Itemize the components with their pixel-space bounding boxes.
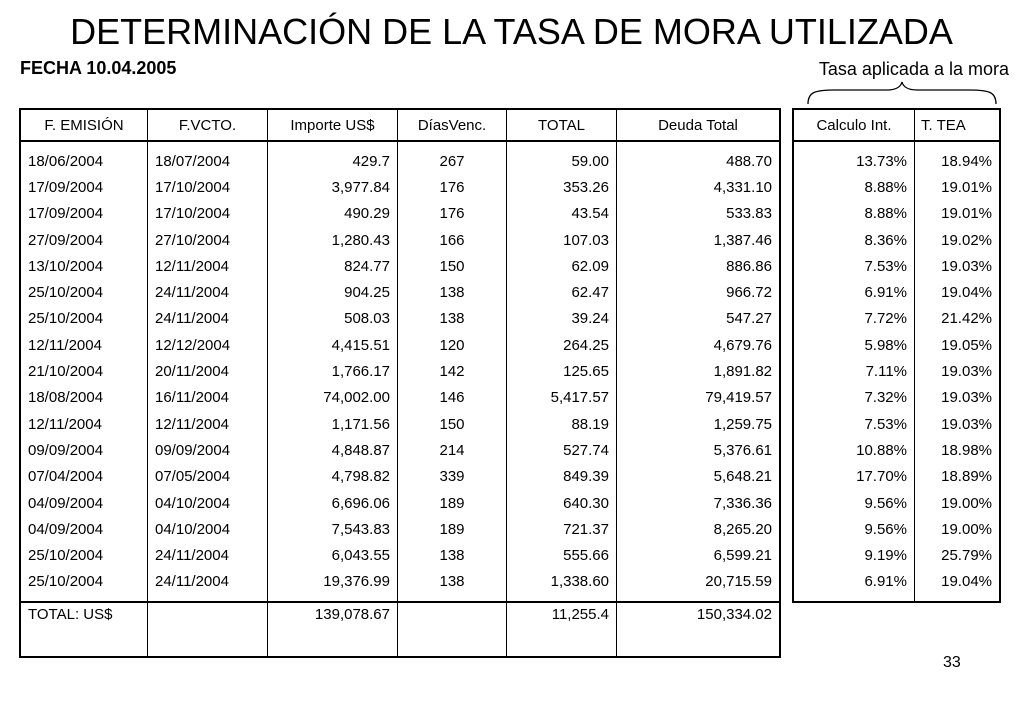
vencimiento-cell: 24/11/2004	[148, 279, 268, 305]
tea-cell: 21.42%	[941, 310, 992, 328]
total-cell: 5,417.57	[507, 385, 617, 411]
deuda-cell: 488.70	[726, 152, 772, 170]
importe-cell: 6,043.55	[268, 542, 398, 568]
importe-cell: 3,977.84	[268, 174, 398, 200]
emision-cell: 09/09/2004	[20, 437, 148, 463]
vencimiento-cell: 24/11/2004	[148, 569, 268, 602]
vencimiento-cell: 07/05/2004	[148, 464, 268, 490]
rate-row	[793, 490, 1000, 516]
dias-cell: 214	[398, 437, 507, 463]
rates-table-body	[793, 141, 1000, 602]
importe-cell: 19,376.99	[268, 569, 398, 602]
rate-row	[793, 332, 1000, 358]
dias-cell: 138	[398, 279, 507, 305]
tea-cell: 19.01%	[941, 178, 992, 196]
table-row	[20, 437, 780, 463]
dias-cell: 138	[398, 306, 507, 332]
total-total: 11,255.4	[507, 602, 617, 657]
deuda-cell: 1,259.75	[713, 415, 772, 433]
calculo-int-cell: 6.91%	[793, 569, 915, 602]
tea-cell: 19.05%	[941, 336, 992, 354]
emision-cell: 17/09/2004	[20, 174, 148, 200]
table-row	[20, 201, 780, 227]
total-cell: 43.54	[507, 201, 617, 227]
table-row	[20, 279, 780, 305]
table-row	[20, 141, 780, 174]
dias-cell: 189	[398, 516, 507, 542]
dias-cell: 176	[398, 201, 507, 227]
curly-brace-icon	[805, 80, 999, 106]
rate-row	[793, 227, 1000, 253]
calculo-int-cell: 7.53%	[793, 253, 915, 279]
deuda-cell: 4,331.10	[713, 178, 772, 196]
total-cell: 849.39	[507, 464, 617, 490]
deuda-cell: 5,376.61	[713, 441, 772, 459]
vencimiento-cell: 04/10/2004	[148, 516, 268, 542]
table-row	[20, 306, 780, 332]
dias-cell: 150	[398, 411, 507, 437]
dias-cell: 142	[398, 358, 507, 384]
importe-cell: 490.29	[268, 201, 398, 227]
total-cell: 88.19	[507, 411, 617, 437]
emision-cell: 27/09/2004	[20, 227, 148, 253]
dias-cell: 176	[398, 174, 507, 200]
total-row	[20, 602, 780, 657]
calculo-int-cell: 6.91%	[793, 279, 915, 305]
total-importe: 139,078.67	[268, 602, 398, 657]
importe-cell: 4,848.87	[268, 437, 398, 463]
calculo-int-cell: 17.70%	[793, 464, 915, 490]
rate-row	[793, 569, 1000, 602]
vencimiento-cell: 24/11/2004	[148, 306, 268, 332]
rate-row	[793, 279, 1000, 305]
table-row	[20, 411, 780, 437]
tea-cell: 19.04%	[941, 573, 992, 591]
calculo-int-cell: 13.73%	[793, 141, 915, 174]
debt-table-body	[20, 141, 780, 657]
rate-row	[793, 358, 1000, 384]
debt-table-header-row	[20, 109, 780, 141]
header-vencimiento: F.VCTO.	[148, 109, 268, 141]
total-cell: 1,338.60	[507, 569, 617, 602]
dias-cell: 120	[398, 332, 507, 358]
deuda-cell: 20,715.59	[705, 573, 772, 591]
vencimiento-cell: 12/11/2004	[148, 253, 268, 279]
calculo-int-cell: 8.36%	[793, 227, 915, 253]
emision-cell: 13/10/2004	[20, 253, 148, 279]
page-title: DETERMINACIÓN DE LA TASA DE MORA UTILIZADA	[70, 11, 953, 52]
header-total: TOTAL	[507, 109, 617, 141]
importe-cell: 429.7	[268, 141, 398, 174]
rate-row	[793, 306, 1000, 332]
total-cell: 62.47	[507, 279, 617, 305]
table-row	[20, 253, 780, 279]
date-label: FECHA 10.04.2005	[20, 58, 177, 78]
importe-cell: 1,280.43	[268, 227, 398, 253]
calculo-int-cell: 8.88%	[793, 174, 915, 200]
tea-cell: 25.79%	[941, 547, 992, 565]
total-empty-2	[398, 602, 507, 657]
emision-cell: 25/10/2004	[20, 306, 148, 332]
table-row	[20, 542, 780, 568]
tea-cell: 19.03%	[941, 389, 992, 407]
table-row	[20, 385, 780, 411]
rate-row	[793, 437, 1000, 463]
vencimiento-cell: 12/12/2004	[148, 332, 268, 358]
importe-cell: 4,798.82	[268, 464, 398, 490]
emision-cell: 04/09/2004	[20, 516, 148, 542]
deuda-cell: 547.27	[726, 310, 772, 328]
calculo-int-cell: 9.56%	[793, 516, 915, 542]
calculo-int-cell: 7.32%	[793, 385, 915, 411]
calculo-int-cell: 7.11%	[793, 358, 915, 384]
total-cell: 125.65	[507, 358, 617, 384]
vencimiento-cell: 17/10/2004	[148, 201, 268, 227]
importe-cell: 904.25	[268, 279, 398, 305]
emision-cell: 12/11/2004	[20, 332, 148, 358]
total-cell: 640.30	[507, 490, 617, 516]
dias-cell: 138	[398, 542, 507, 568]
total-cell: 555.66	[507, 542, 617, 568]
vencimiento-cell: 16/11/2004	[148, 385, 268, 411]
deuda-cell: 8,265.20	[713, 520, 772, 538]
dias-cell: 166	[398, 227, 507, 253]
deuda-cell: 5,648.21	[713, 468, 772, 486]
emision-cell: 25/10/2004	[20, 279, 148, 305]
emision-cell: 25/10/2004	[20, 569, 148, 602]
dias-cell: 189	[398, 490, 507, 516]
emision-cell: 21/10/2004	[20, 358, 148, 384]
tea-cell: 19.03%	[941, 415, 992, 433]
tea-cell: 18.89%	[941, 468, 992, 486]
vencimiento-cell: 24/11/2004	[148, 542, 268, 568]
total-cell: 353.26	[507, 174, 617, 200]
vencimiento-cell: 04/10/2004	[148, 490, 268, 516]
total-cell: 62.09	[507, 253, 617, 279]
importe-cell: 7,543.83	[268, 516, 398, 542]
table-row	[20, 227, 780, 253]
importe-cell: 1,766.17	[268, 358, 398, 384]
rate-row	[793, 516, 1000, 542]
total-label: TOTAL: US$	[20, 602, 148, 657]
total-cell: 264.25	[507, 332, 617, 358]
table-row	[20, 569, 780, 602]
calculo-int-cell: 9.19%	[793, 542, 915, 568]
dias-cell: 146	[398, 385, 507, 411]
deuda-cell: 1,891.82	[713, 363, 772, 381]
rate-row	[793, 253, 1000, 279]
deuda-cell: 4,679.76	[713, 336, 772, 354]
emision-cell: 12/11/2004	[20, 411, 148, 437]
table-row	[20, 358, 780, 384]
header-calculo-int: Calculo Int.	[793, 109, 915, 141]
importe-cell: 4,415.51	[268, 332, 398, 358]
page-number: 33	[943, 654, 961, 671]
vencimiento-cell: 17/10/2004	[148, 174, 268, 200]
rate-row	[793, 385, 1000, 411]
importe-cell: 6,696.06	[268, 490, 398, 516]
deuda-cell: 966.72	[726, 284, 772, 302]
deuda-cell: 6,599.21	[713, 547, 772, 565]
dias-cell: 138	[398, 569, 507, 602]
calculo-int-cell: 10.88%	[793, 437, 915, 463]
emision-cell: 18/06/2004	[20, 141, 148, 174]
header-emision: F. EMISIÓN	[20, 109, 148, 141]
table-row	[20, 516, 780, 542]
calculo-int-cell: 7.72%	[793, 306, 915, 332]
total-cell: 721.37	[507, 516, 617, 542]
deuda-cell: 886.86	[726, 257, 772, 275]
rate-row	[793, 464, 1000, 490]
rates-table-header-row	[793, 109, 1000, 141]
tea-cell: 19.02%	[941, 231, 992, 249]
vencimiento-cell: 12/11/2004	[148, 411, 268, 437]
total-cell: 107.03	[507, 227, 617, 253]
total-cell: 527.74	[507, 437, 617, 463]
rate-row	[793, 411, 1000, 437]
dias-cell: 339	[398, 464, 507, 490]
rate-row	[793, 174, 1000, 200]
deuda-cell: 1,387.46	[713, 231, 772, 249]
tea-cell: 19.03%	[941, 363, 992, 381]
emision-cell: 04/09/2004	[20, 490, 148, 516]
total-deuda: 150,334.02	[617, 602, 781, 657]
header-deuda-total: Deuda Total	[617, 109, 781, 141]
rates-table	[792, 108, 1001, 603]
calculo-int-cell: 8.88%	[793, 201, 915, 227]
header-importe: Importe US$	[268, 109, 398, 141]
emision-cell: 25/10/2004	[20, 542, 148, 568]
deuda-cell: 7,336.36	[713, 494, 772, 512]
rate-row	[793, 542, 1000, 568]
table-row	[20, 464, 780, 490]
header-tea: T. TEA	[915, 109, 1001, 141]
tea-cell: 19.00%	[941, 494, 992, 512]
deuda-cell: 533.83	[726, 205, 772, 223]
table-row	[20, 332, 780, 358]
rate-row	[793, 141, 1000, 174]
importe-cell: 508.03	[268, 306, 398, 332]
dias-cell: 267	[398, 141, 507, 174]
tea-cell: 19.01%	[941, 205, 992, 223]
importe-cell: 1,171.56	[268, 411, 398, 437]
vencimiento-cell: 27/10/2004	[148, 227, 268, 253]
calculo-int-cell: 5.98%	[793, 332, 915, 358]
rate-row	[793, 201, 1000, 227]
total-cell: 59.00	[507, 141, 617, 174]
vencimiento-cell: 20/11/2004	[148, 358, 268, 384]
table-row	[20, 490, 780, 516]
emision-cell: 18/08/2004	[20, 385, 148, 411]
debt-table	[19, 108, 781, 658]
dias-cell: 150	[398, 253, 507, 279]
tea-cell: 19.03%	[941, 257, 992, 275]
total-cell: 39.24	[507, 306, 617, 332]
tea-cell: 18.98%	[941, 441, 992, 459]
tea-cell: 19.04%	[941, 284, 992, 302]
calculo-int-cell: 9.56%	[793, 490, 915, 516]
vencimiento-cell: 18/07/2004	[148, 141, 268, 174]
emision-cell: 07/04/2004	[20, 464, 148, 490]
vencimiento-cell: 09/09/2004	[148, 437, 268, 463]
deuda-cell: 79,419.57	[705, 389, 772, 407]
rate-note: Tasa aplicada a la mora	[818, 59, 1009, 79]
header-dias-venc: DíasVenc.	[398, 109, 507, 141]
total-empty-1	[148, 602, 268, 657]
importe-cell: 824.77	[268, 253, 398, 279]
tea-cell: 19.00%	[941, 520, 992, 538]
importe-cell: 74,002.00	[268, 385, 398, 411]
calculo-int-cell: 7.53%	[793, 411, 915, 437]
emision-cell: 17/09/2004	[20, 201, 148, 227]
table-row	[20, 174, 780, 200]
tea-cell: 18.94%	[941, 152, 992, 170]
